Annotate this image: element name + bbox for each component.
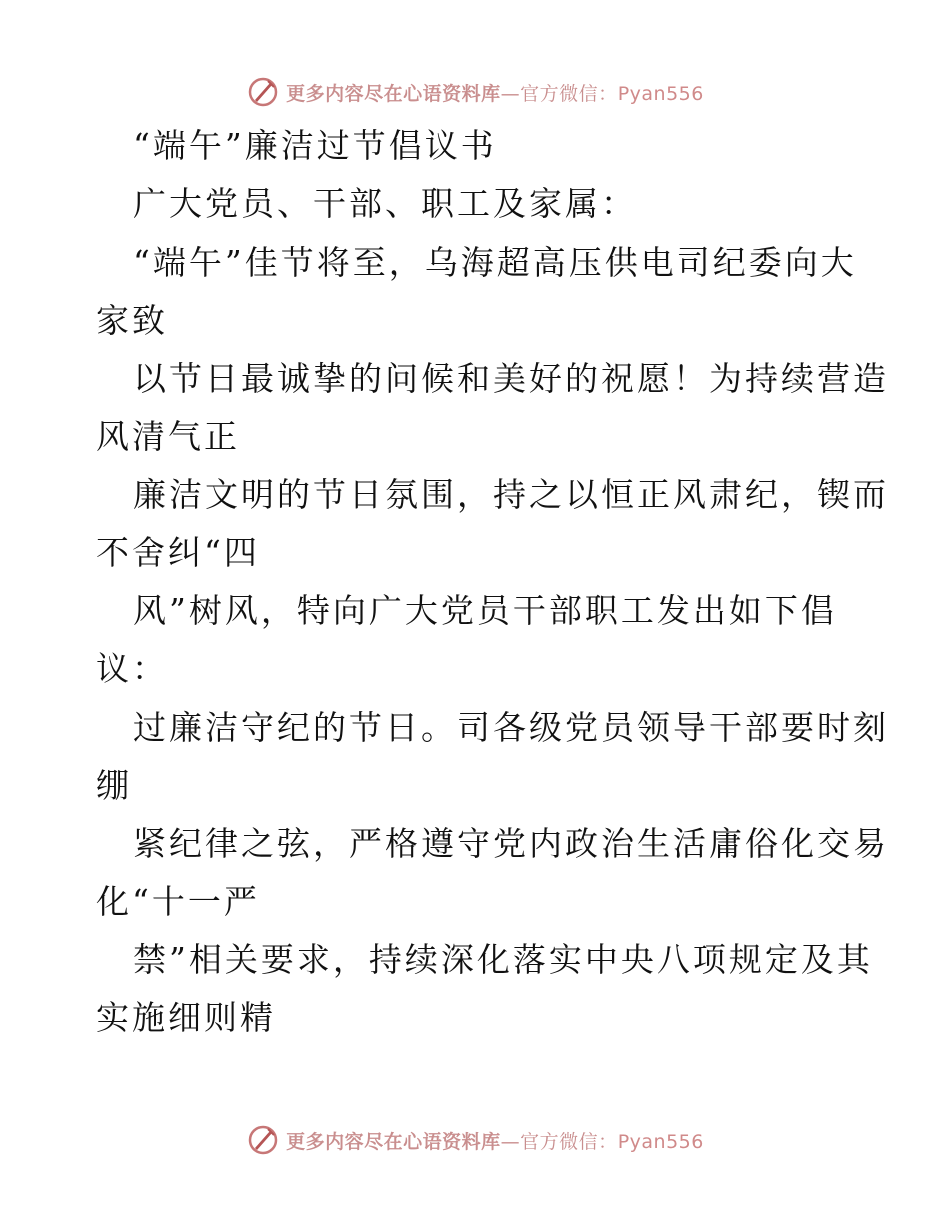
- paragraph-line: 紧纪律之弦，严格遵守党内政治生活庸俗化交易: [133, 824, 889, 863]
- paragraph-line: 风清气正: [96, 417, 240, 456]
- watermark-wechat-id: Pyan556: [617, 1130, 704, 1153]
- paragraph-line: 以节日最诚挚的问候和美好的祝愿！为持续营造: [133, 359, 889, 398]
- watermark-dash: —: [500, 82, 521, 105]
- watermark-suffix: 官方微信：: [520, 1130, 618, 1153]
- paragraph-line: 不舍纠“四: [96, 533, 260, 572]
- salutation-line: 广大党员、干部、职工及家属：: [133, 184, 637, 223]
- quill-pen-seal-icon: [246, 1123, 280, 1157]
- watermark-suffix: 官方微信：: [520, 82, 618, 105]
- document-title: “端午”廉洁过节倡议书: [133, 126, 497, 165]
- watermark-wechat-id: Pyan556: [617, 82, 704, 105]
- paragraph-line: 家致: [96, 301, 168, 340]
- paragraph-line: “端午”佳节将至，乌海超高压供电司纪委向大: [133, 243, 857, 282]
- watermark-brand: 更多内容尽在心语资料库: [286, 82, 501, 105]
- watermark-text: [286, 1127, 704, 1154]
- paragraph-line: 实施细则精: [96, 998, 276, 1037]
- footer-watermark: [0, 1120, 950, 1160]
- watermark-brand: 更多内容尽在心语资料库: [286, 1130, 501, 1153]
- watermark-text: [286, 79, 704, 106]
- watermark-dash: —: [500, 1130, 521, 1153]
- quill-pen-seal-icon: [246, 75, 280, 109]
- header-watermark: [0, 72, 950, 112]
- paragraph-line: 化“十一严: [96, 882, 260, 921]
- paragraph-line: 禁”相关要求，持续深化落实中央八项规定及其: [133, 940, 873, 979]
- paragraph-line: 议：: [96, 649, 168, 688]
- paragraph-line: 绷: [96, 766, 132, 805]
- paragraph-line: 风”树风，特向广大党员干部职工发出如下倡: [133, 591, 837, 630]
- paragraph-line: 廉洁文明的节日氛围，持之以恒正风肃纪，锲而: [133, 475, 889, 514]
- paragraph-line: 过廉洁守纪的节日。司各级党员领导干部要时刻: [133, 708, 889, 747]
